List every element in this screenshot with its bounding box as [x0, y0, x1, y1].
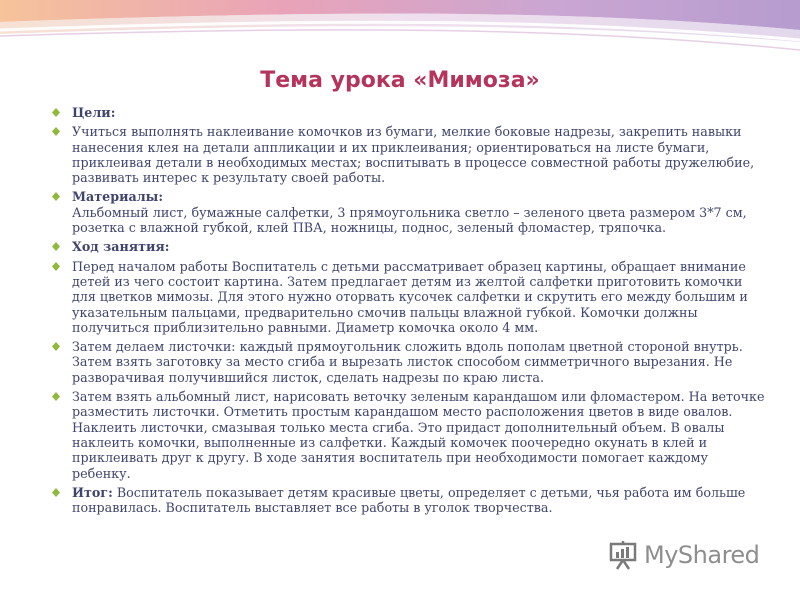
bullet-icon: [52, 392, 60, 401]
watermark-logo: [608, 538, 768, 572]
header-decoration: [0, 0, 800, 60]
logo-text: MyShared: [644, 541, 760, 569]
list-item: [52, 389, 767, 481]
bullet-icon: [52, 108, 60, 117]
bullet-list: [52, 105, 767, 519]
item-text: Воспитатель показывает детям красивые цветы, определяет с детьми, чья работа им больше понравилась. Воспитатель выставляет все работы в уголок творчества.: [72, 484, 746, 516]
item-text: Перед началом работы Воспитатель с детьми рассматривает образец картины, обращает внимание детей из чего состоит картина. Затем предлагает детям из желтой салфетки приготовить комочки для цветков мимозы. Для этого нужно оторвать кусочек салфетки и скрутить его между большим и указательным пальцами, предварительно смочив пальцы влажной губкой. Комочки должны получиться приблизительно равными. Диаметр комочка около 4 мм.: [72, 258, 748, 335]
list-item: [52, 259, 767, 335]
item-text: Учиться выполнять наклеивание комочков из бумаги, мелкие боковые надрезы, закрепить навыки нанесения клея на детали аппликации и их приклеивания; ориентироваться на листе бумаги, приклеивая детали в необходимых местах; воспитывать в процессе совместной работы дружелюбие, развивать интерес к результату своей работы.: [72, 124, 755, 186]
list-item: [52, 485, 767, 516]
presentation-icon: [608, 540, 638, 570]
item-label: Цели:: [72, 105, 116, 120]
item-text: Затем делаем листочки: каждый прямоугольник сложить вдоль пополам цветной стороной внутрь. Затем взять заготовку за место сгиба и вырезать листок способом симметричного вырезания. Не разворачивая получившийся листок, сделать надрезы по краю листа.: [72, 339, 743, 385]
item-label: Материалы:: [72, 189, 164, 205]
slide-title: Тема урока «Мимоза»: [260, 68, 540, 93]
list-item: [52, 239, 767, 254]
bullet-icon: [52, 127, 60, 136]
list-item: [52, 105, 767, 120]
item-text: Затем взять альбомный лист, нарисовать веточку зеленым карандашом или фломастером. На веточке разместить листочки. Отметить простым карандашом место расположения цветов в виде овалов. Наклеить листочки, смазывая только места сгиба. Это придаст дополнительный объем. В овалы наклеить комочки, выполненные из салфетки. Каждый комочек поочередно окунать в клей и приклеивать друг к другу. В ходе занятия воспитатель при необходимости помогает каждому ребенку.: [72, 389, 765, 481]
list-item: [52, 124, 767, 185]
item-label: Итог:: [72, 484, 113, 500]
item-label: Ход занятия:: [72, 239, 170, 255]
list-item: [52, 189, 767, 235]
item-text: Альбомный лист, бумажные салфетки, 3 прямоугольника светло – зеленого цвета размером 3*7 см, розетка с влажной губкой, клей ПВА, ножницы, поднос, зеленый фломастер, тряпочка.: [72, 204, 747, 236]
bullet-icon: [52, 488, 60, 497]
bullet-icon: [52, 342, 60, 351]
list-item: [52, 339, 767, 385]
bullet-icon: [52, 262, 60, 271]
bullet-icon: [52, 192, 60, 201]
bullet-icon: [52, 242, 60, 251]
